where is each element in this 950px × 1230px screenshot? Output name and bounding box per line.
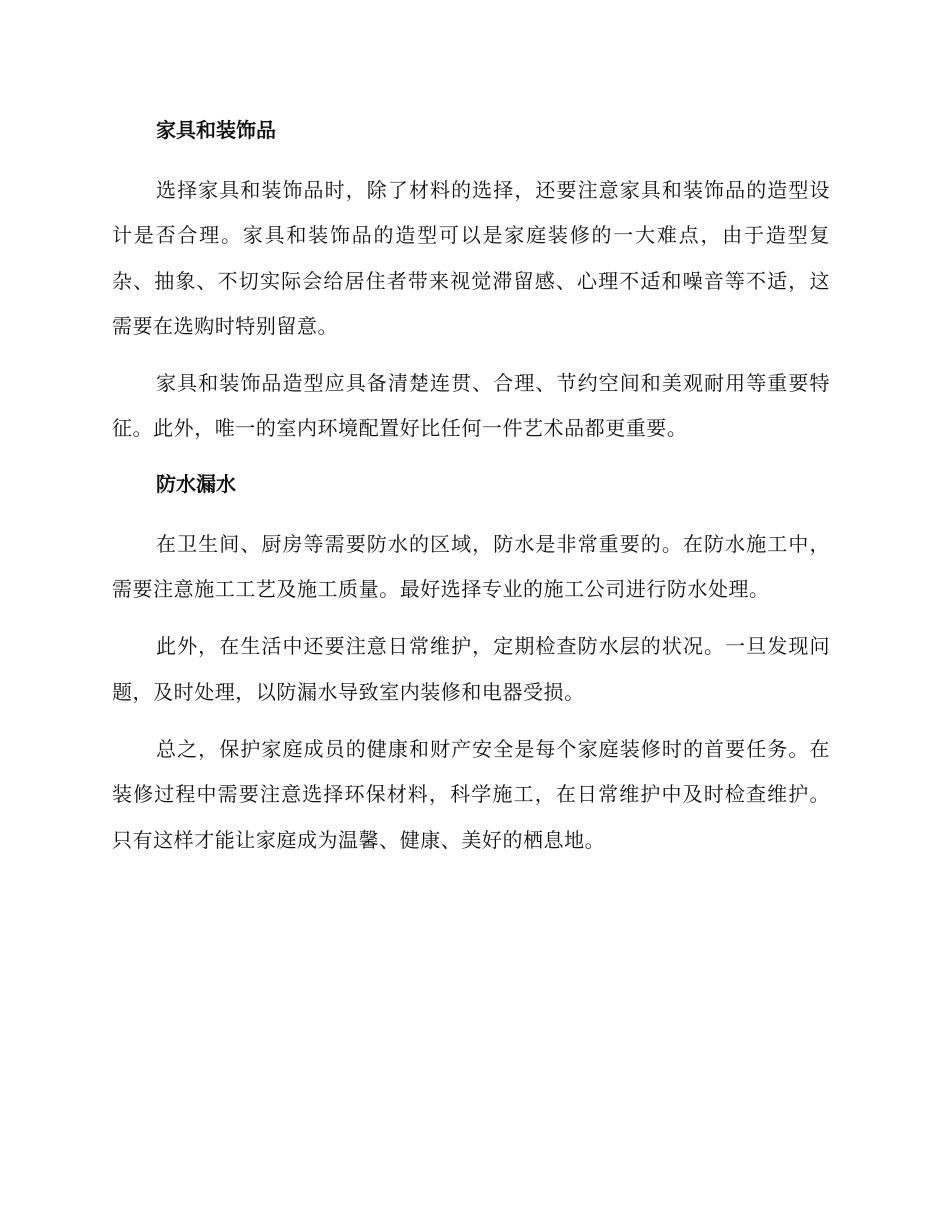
paragraph: 家具和装饰品造型应具备清楚连贯、合理、节约空间和美观耐用等重要特征。此外，唯一的室内环境配置好比任何一件艺术品都更重要。 xyxy=(112,371,830,441)
paragraph: 总之，保护家庭成员的健康和财产安全是每个家庭装修时的首要任务。在装修过程中需要注意选择环保材料，科学施工，在日常维护中及时检查维护。只有这样才能让家庭成为温馨、健康、美好的栖息地。 xyxy=(112,736,830,852)
paragraph: 在卫生间、厨房等需要防水的区域，防水是非常重要的。在防水施工中，需要注意施工工艺及施工质量。最好选择专业的施工公司进行防水处理。 xyxy=(112,531,830,602)
paragraph: 选择家具和装饰品时，除了材料的选择，还要注意家具和装饰品的造型设计是否合理。家具和装饰品的造型可以是家庭装修的一大难点，由于造型复杂、抽象、不切实际会给居住者带来视觉滞留感、心理不适和噪音等不适，这需要在选购时特别留意。 xyxy=(112,178,830,338)
section-heading-waterproofing: 防水漏水 xyxy=(156,471,236,496)
section-heading-furniture: 家具和装饰品 xyxy=(156,118,276,142)
document-page xyxy=(112,110,830,875)
paragraph: 此外，在生活中还要注意日常维护，定期检查防水层的状况。一旦发现问题，及时处理，以防漏水导致室内装修和电器受损。 xyxy=(112,634,830,704)
